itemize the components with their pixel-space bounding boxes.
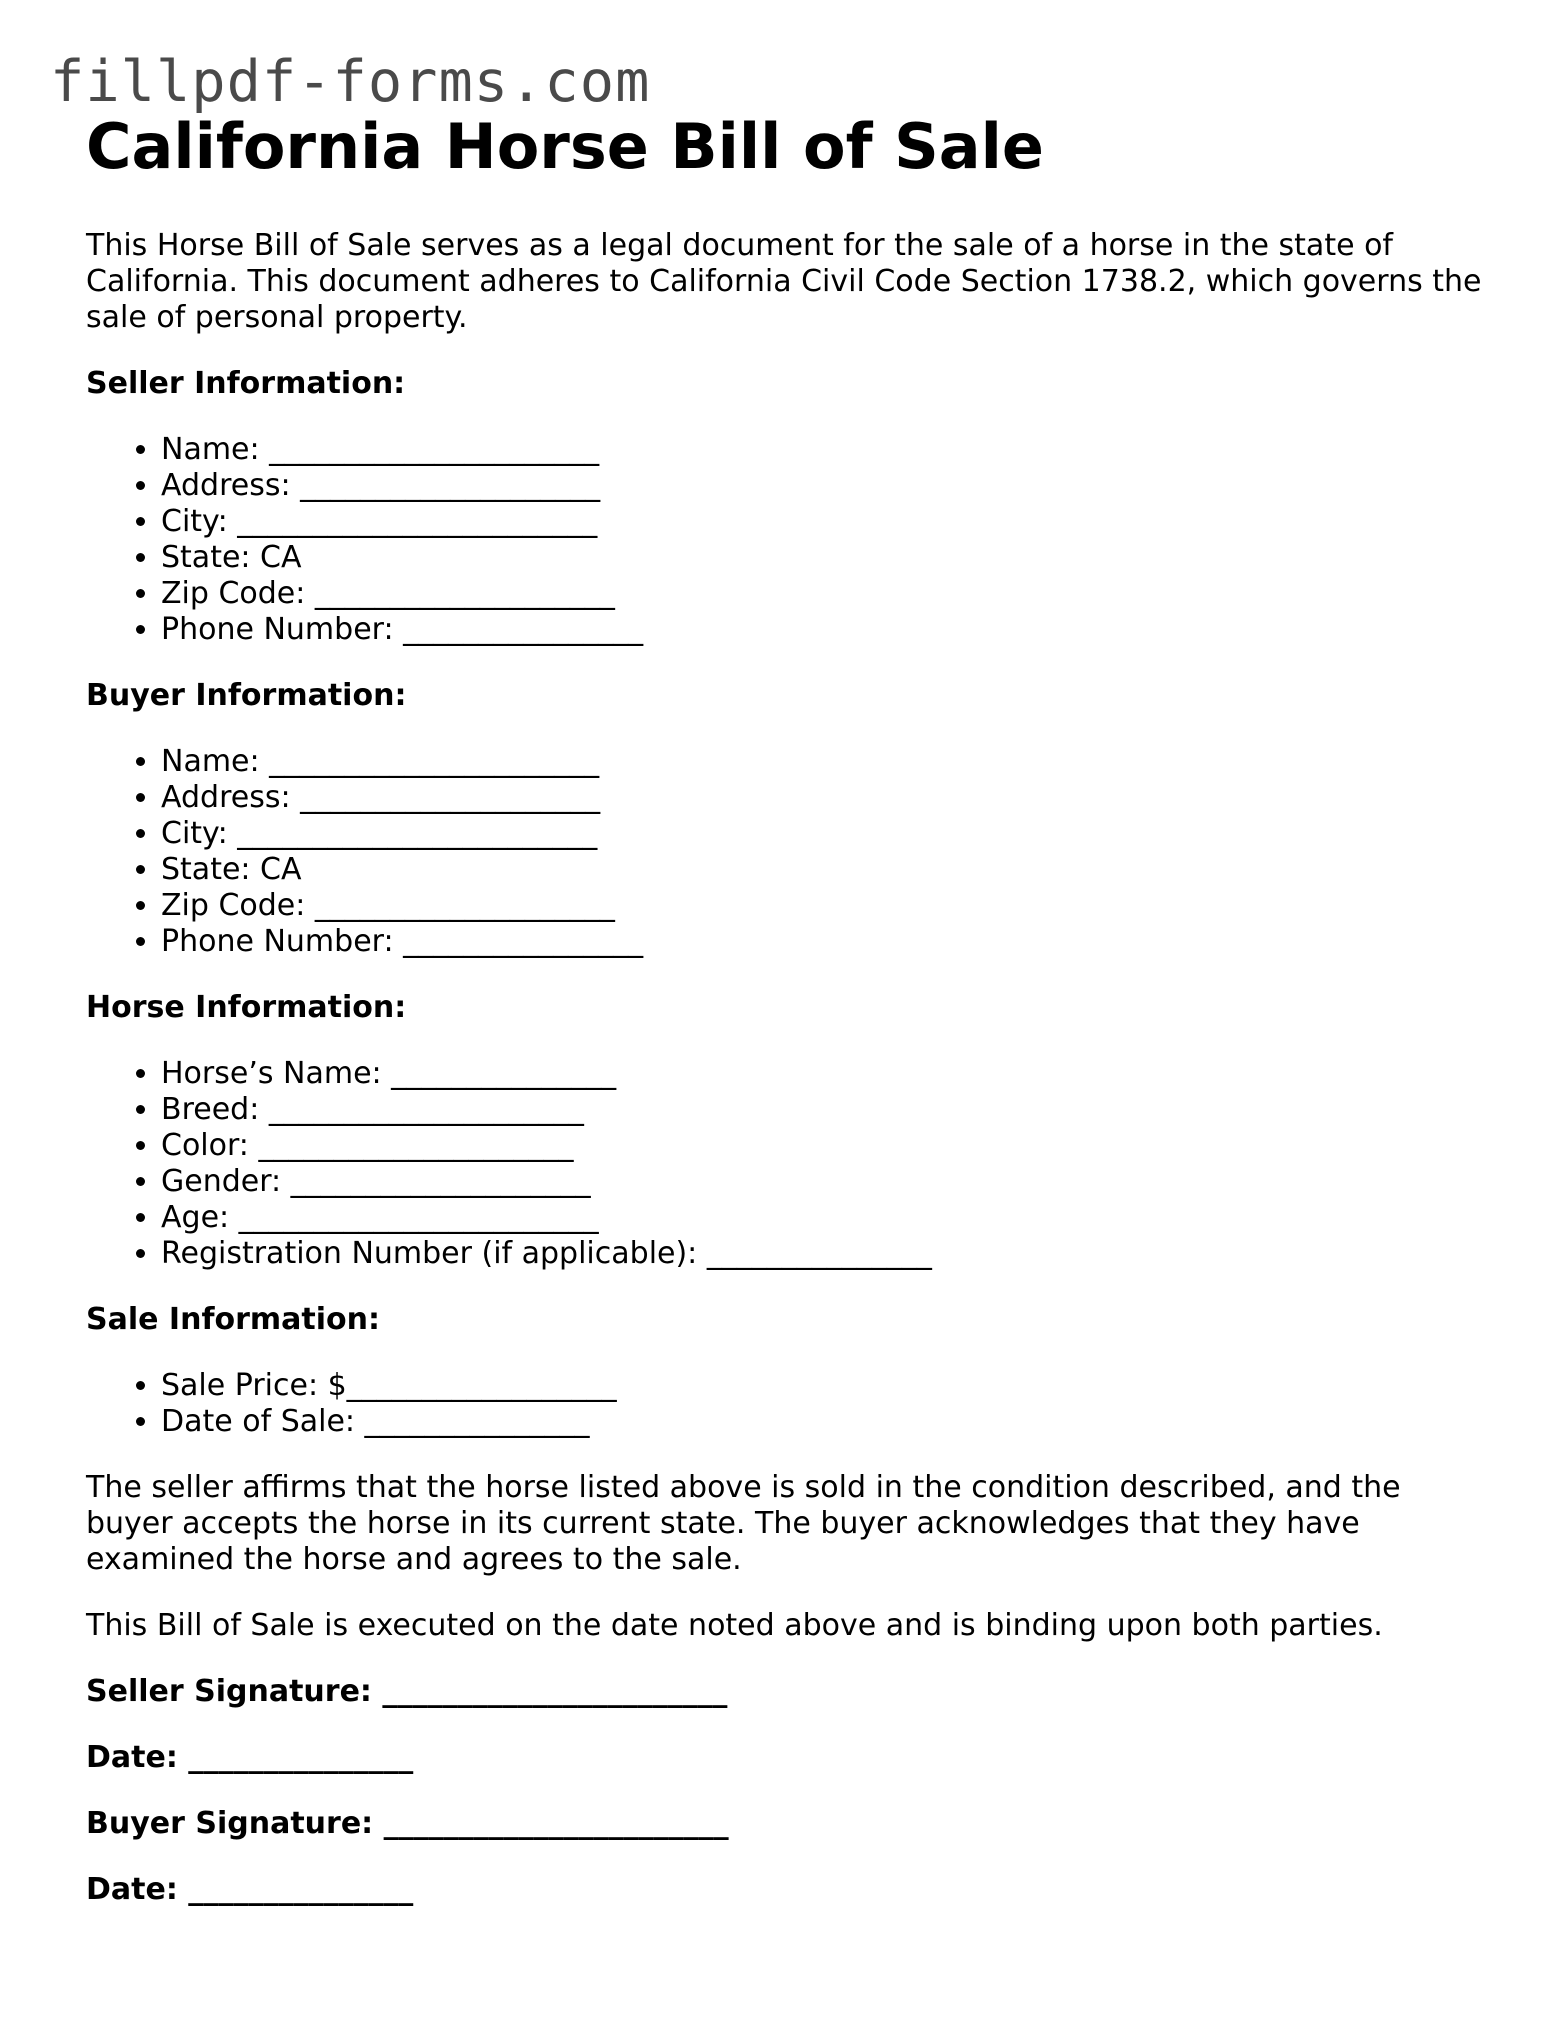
intro-paragraph: This Horse Bill of Sale serves as a legal document for the sale of a horse in the state of California. This document adheres to California Civil Code Section 1738.2, which governs the sale of personal property. [86,228,1482,335]
sale-date-field[interactable]: • Date of Sale: _______________ [161,1404,1486,1440]
sale-info-list [86,1368,1486,1440]
page-title: California Horse Bill of Sale [86,110,1044,183]
affirmation-paragraph: The seller affirms that the horse listed above is sold in the condition described, and the buyer accepts the horse in its current state. The buyer acknowledges that they have examined the horse and agrees to the sale. [86,1470,1401,1577]
seller-section-heading: Seller Information: [86,366,406,401]
horse-info-list [86,1056,1486,1272]
buyer-signature-field[interactable]: Buyer Signature: _______________________ [86,1806,729,1841]
seller-name-field[interactable]: • Name: ______________________ [161,432,1486,468]
seller-city-field[interactable]: • City: ________________________ [161,504,1486,540]
horse-age-field[interactable]: • Age: ________________________ [161,1200,1486,1236]
buyer-name-field[interactable]: • Name: ______________________ [161,744,1486,780]
horse-breed-field[interactable]: • Breed: _____________________ [161,1092,1486,1128]
buyer-zip-field[interactable]: • Zip Code: ____________________ [161,888,1486,924]
horse-name-field[interactable]: • Horse’s Name: _______________ [161,1056,1486,1092]
seller-date-field[interactable]: Date: _______________ [86,1740,414,1775]
buyer-info-list [86,744,1486,960]
horse-registration-field[interactable]: • Registration Number (if applicable): _______________ [161,1236,1486,1272]
execution-paragraph: This Bill of Sale is executed on the date noted above and is binding upon both parties. [86,1608,1383,1643]
seller-signature-field[interactable]: Seller Signature: _______________________ [86,1674,728,1709]
horse-color-field[interactable]: • Color: _____________________ [161,1128,1486,1164]
seller-zip-field[interactable]: • Zip Code: ____________________ [161,576,1486,612]
horse-section-heading: Horse Information: [86,990,407,1025]
seller-address-field[interactable]: • Address: ____________________ [161,468,1486,504]
document-page [86,110,1486,1908]
sale-section-heading: Sale Information: [86,1302,380,1337]
buyer-section-heading: Buyer Information: [86,678,407,713]
watermark: fillpdf-forms.com [50,49,651,115]
buyer-state-field: • State: CA [161,852,1486,888]
buyer-phone-field[interactable]: • Phone Number: ________________ [161,924,1486,960]
seller-state-field: • State: CA [161,540,1486,576]
seller-phone-field[interactable]: • Phone Number: ________________ [161,612,1486,648]
buyer-date-field[interactable]: Date: _______________ [86,1872,414,1907]
seller-info-list [86,432,1486,648]
sale-price-field[interactable]: • Sale Price: $__________________ [161,1368,1486,1404]
buyer-city-field[interactable]: • City: ________________________ [161,816,1486,852]
horse-gender-field[interactable]: • Gender: ____________________ [161,1164,1486,1200]
buyer-address-field[interactable]: • Address: ____________________ [161,780,1486,816]
